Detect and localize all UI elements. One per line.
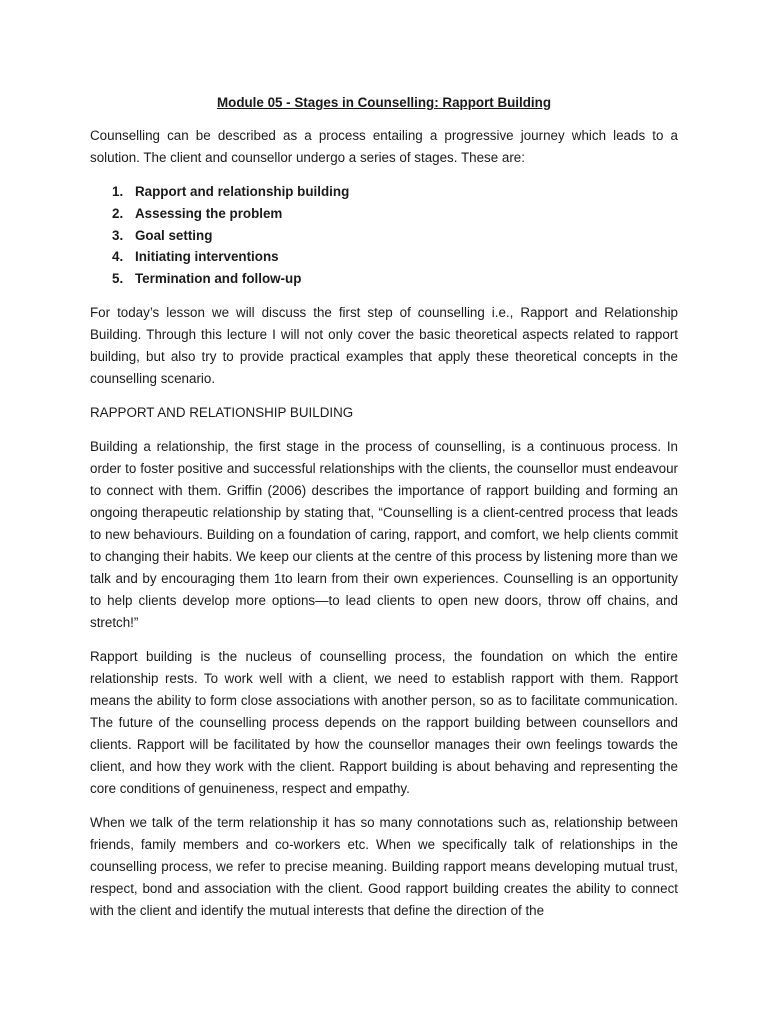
stage-label: Goal setting [135, 227, 213, 243]
stage-number: 4. [112, 249, 124, 265]
stage-number: 3. [112, 227, 124, 243]
stage-item [112, 246, 678, 268]
document-page [90, 94, 678, 934]
stage-number: 1. [112, 184, 124, 199]
stage-item [112, 268, 678, 290]
stage-number: 5. [112, 271, 124, 287]
stage-item [112, 181, 678, 203]
document-title: Module 05 - Stages in Counselling: Rapport Building [216, 95, 552, 110]
stage-number: 2. [112, 205, 124, 221]
lesson-paragraph: For today’s lesson we will discuss the first step of counselling i.e., Rapport and Relationship Building. Through this lecture I will not only cover the basic theoretical aspects related to rapport building, but also try to provide practical examples that apply these theoretical concepts in the counselling scenario. [90, 304, 678, 386]
stage-item [112, 203, 678, 225]
stage-label: Assessing the problem [135, 205, 283, 221]
body-paragraph-1: Building a relationship, the first stage in the process of counselling, is a continuous process. In order to foster positive and successful relationships with the clients, the counsellor must endeavour to connect with them. Griffin (2006) describes the importance of rapport building and forming an ongoing therapeutic relationship by stating that, “Counselling is a client-centred process that leads to new behaviours. Building on a foundation of caring, rapport, and comfort, we help clients commit to changing their habits. We keep our clients at the centre of this process by listening more than we talk and by encouraging them 1to learn from their own experiences. Counselling is an opportunity to help clients develop more options—to lead clients to open new doors, throw off chains, and stretch!” [90, 438, 678, 630]
body-paragraph-2: Rapport building is the nucleus of counselling process, the foundation on which the entire relationship rests. To work well with a client, we need to establish rapport with them. Rapport means the ability to form close associations with another person, so as to facilitate communication. The future of the counselling process depends on the rapport building between counsellors and clients. Rapport will be facilitated by how the counsellor manages their own feelings towards the client, and how they work with the client. Rapport building is about behaving and representing the core conditions of genuineness, respect and empathy. [90, 648, 678, 796]
section-heading: RAPPORT AND RELATIONSHIP BUILDING [90, 404, 354, 420]
stage-label: Initiating interventions [135, 249, 279, 265]
intro-paragraph: Counselling can be described as a process entailing a progressive journey which leads to a solution. The client and counsellor undergo a series of stages. These are: [90, 128, 678, 165]
stage-item [112, 225, 678, 247]
stage-label: Termination and follow-up [135, 271, 302, 287]
stages-list [90, 181, 678, 290]
stage-label: Rapport and relationship building [135, 184, 350, 199]
body-paragraph-3: When we talk of the term relationship it has so many connotations such as, relationship between friends, family members and co-workers etc. When we specifically talk of relationships in the counselling process, we refer to precise meaning. Building rapport means developing mutual trust, respect, bond and association with the client. Good rapport building creates the ability to connect with the client and identify the mutual interests that define the direction of the [90, 814, 678, 918]
